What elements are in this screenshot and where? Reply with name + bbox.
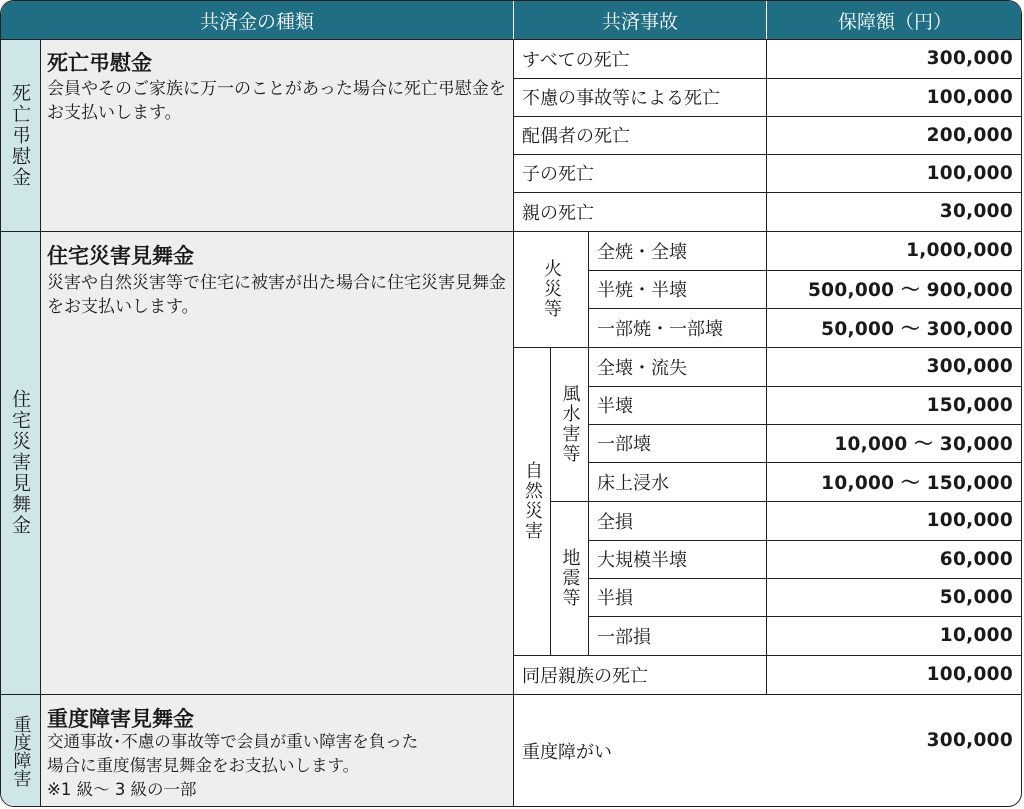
death-row-amount: 30,000 [939,201,1013,222]
family-death-amount: 100,000 [926,664,1013,685]
wind-row-accident: 半壊 [597,396,633,417]
fire-row-amount: 50,000 ～ 300,000 [821,318,1013,340]
fire-row-accident: 半焼・半壊 [597,280,687,301]
death-row-accident: 不慮の事故等による死亡 [522,88,720,109]
death-row-accident: すべての死亡 [522,49,630,71]
family-death-accident: 同居親族の死亡 [522,665,648,687]
death-row-amount: 200,000 [926,124,1013,146]
death-row-amount: 300,000 [926,48,1013,69]
quake-group-label: 地震等 [559,548,581,608]
header-type: 共済金の種類 [1,1,513,39]
death-side-label: 死亡弔慰金 [1,39,40,231]
quake-row-accident: 全損 [597,511,633,533]
disaster-side-label: 住宅災害見舞金 [1,231,40,694]
death-row-accident: 親の死亡 [522,202,594,224]
wind-row-accident: 全壊・流失 [597,357,687,379]
header-accident: 共済事故 [514,1,766,39]
disability-description-2: 場合に重度傷害見舞金をお支払いします。 [47,756,360,775]
quake-row-amount: 60,000 [939,548,1013,570]
disability-accident: 重度障がい [522,742,612,763]
quake-row-amount: 50,000 [939,586,1013,608]
wind-row-amount: 300,000 [926,356,1013,377]
fire-row-amount: 500,000 ～ 900,000 [807,280,1013,301]
death-row-accident: 配偶者の死亡 [522,126,630,147]
quake-row-accident: 半損 [597,588,633,609]
disability-side-label: 重度障害 [1,694,40,807]
quake-row-accident: 一部損 [597,626,651,648]
death-row-amount: 100,000 [926,86,1013,108]
quake-row-amount: 10,000 [939,625,1013,646]
fire-row-accident: 全焼・全壊 [597,241,687,263]
wind-row-accident: 床上浸水 [597,472,669,494]
fire-group-label: 火災等 [541,259,562,319]
disability-amount: 300,000 [926,729,1013,751]
wind-row-accident: 一部壊 [597,434,651,455]
fire-row-amount: 1,000,000 [906,240,1013,261]
header-amount: 保障額（円） [767,1,1022,39]
quake-row-accident: 大規模半壊 [597,550,687,571]
wind-group-label: 風水害等 [559,384,581,464]
disability-description-1: 交通事故･不慮の事故等で会員が重い障害を負った [47,732,419,751]
disaster-description: 災害や自然災害等で住宅に被害が出た場合に住宅災害見舞金をお支払いします。 [47,273,506,317]
death-title: 死亡弔慰金 [47,51,152,75]
death-row-amount: 100,000 [926,162,1013,184]
death-row-accident: 子の死亡 [522,164,594,185]
quake-row-amount: 100,000 [926,510,1013,531]
fire-row-accident: 一部焼・一部壊 [597,318,723,340]
death-description: 会員やそのご家族に万一のことがあった場合に死亡弔慰金をお支払いします。 [47,79,506,123]
disability-title: 重度障害見舞金 [47,707,194,731]
wind-row-amount: 10,000 ～ 30,000 [834,434,1013,455]
wind-row-amount: 150,000 [926,394,1013,416]
wind-row-amount: 10,000 ～ 150,000 [821,472,1013,494]
disability-note: ※1 級～ 3 級の一部 [47,780,197,799]
disaster-title: 住宅災害見舞金 [47,244,194,268]
natural-group-label: 自然災害 [522,461,543,541]
